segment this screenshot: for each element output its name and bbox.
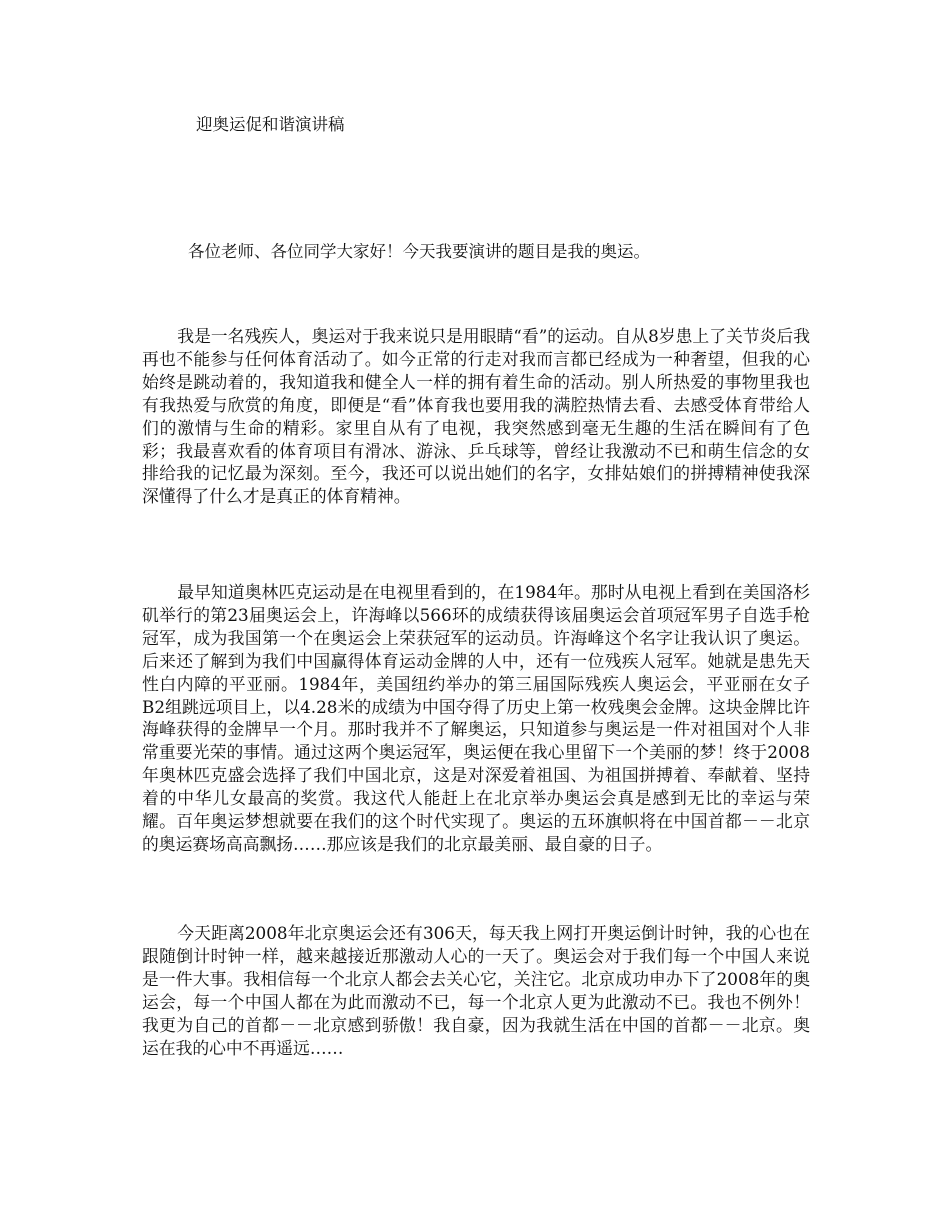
document-title: 迎奥运促和谐演讲稿 bbox=[196, 115, 345, 134]
greeting-paragraph: 各位老师、各位同学大家好！今天我要演讲的题目是我的奥运。 bbox=[188, 242, 650, 261]
body-paragraph-3: 今天距离2008年北京奥运会还有306天，每天我上网打开奥运倒计时钟，我的心也在跟随倒计时钟一样，越来越接近那激动人心的一天了。奥运会对于我们每一个中国人来说是一件大事。我相信每一个北京人都会去关心它，关注它。北京成功申办下了2008年的奥运会，每一个中国人都在为此而激动不已，每一个北京人更为此激动不已。我也不例外！我更为自己的首都－－北京感到骄傲！我自豪，因为我就生活在中国的首都－－北京。奥运在我的心中不再遥远…… bbox=[142, 923, 810, 1058]
body-paragraph-1: 我是一名残疾人，奥运对于我来说只是用眼睛“看”的运动。自从8岁患上了关节炎后我再也不能参与任何体育活动了。如今正常的行走对我而言都已经成为一种奢望，但我的心始终是跳动着的，我知道我和健全人一样的拥有着生命的活动。别人所热爱的事物里我也有我热爱与欣赏的角度，即便是“看”体育我也要用我的满腔热情去看、去感受体育带给人们的激情与生命的精彩。家里自从有了电视，我突然感到毫无生趣的生活在瞬间有了色彩；我最喜欢看的体育项目有滑冰、游泳、乒乓球等，曾经让我激动不已和萌生信念的女排给我的记忆最为深刻。至今，我还可以说出她们的名字，女排姑娘们的拼搏精神使我深深懂得了什么才是真正的体育精神。 bbox=[142, 326, 810, 507]
body-paragraph-2: 最早知道奥林匹克运动是在电视里看到的，在1984年。那时从电视上看到在美国洛杉矶举行的第23届奥运会上，许海峰以566环的成绩获得该届奥运会首项冠军男子自选手枪冠军，成为我国第一个在奥运会上荣获冠军的运动员。许海峰这个名字让我认识了奥运。后来还了解到为我们中国赢得体育运动金牌的人中，还有一位残疾人冠军。她就是患先天性白内障的平亚丽。1984年，美国纽约举办的第三届国际残疾人奥运会，平亚丽在女子B2组跳远项目上，以4.28米的成绩为中国夺得了历史上第一枚残奥会金牌。这块金牌比许海峰获得的金牌早一个月。那时我并不了解奥运，只知道参与奥运是一件对祖国对个人非常重要光荣的事情。通过这两个奥运冠军，奥运便在我心里留下一个美丽的梦！终于2008年奥林匹克盛会选择了我们中国北京，这是对深爱着祖国、为祖国拼搏着、奉献着、坚持着的中华儿女最高的奖赏。我这代人能赶上在北京举办奥运会真是感到无比的幸运与荣耀。百年奥运梦想就要在我们的这个时代实现了。奥运的五环旗帜将在中国首都－－北京的奥运赛场高高飘扬……那应该是我们的北京最美丽、最自豪的日子。 bbox=[142, 582, 810, 854]
